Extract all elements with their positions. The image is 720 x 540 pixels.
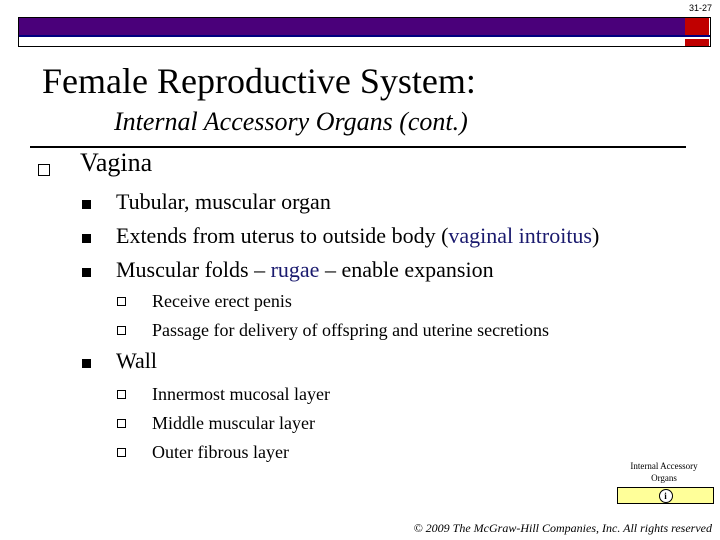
term-vaginal-introitus: vaginal introitus xyxy=(448,223,592,248)
info-icon: i xyxy=(659,489,673,503)
nav-label xyxy=(620,461,708,484)
list-item-extends xyxy=(116,223,599,249)
nav-internal-organs-button[interactable] xyxy=(617,487,714,504)
header-bar-red-block xyxy=(685,39,709,46)
bullet-hollow-square-icon xyxy=(38,164,50,176)
sub-item-receive: Receive erect penis xyxy=(152,291,292,311)
slide-number: 31-27 xyxy=(688,3,712,13)
sub-item-passage: Passage for delivery of offspring and uterine secretions xyxy=(152,320,550,340)
sub-item-mucosal: Innermost mucosal layer xyxy=(152,384,330,404)
list-item-extends-text: Extends from uterus to outside body ( xyxy=(116,223,449,248)
bullet-hollow-square-icon xyxy=(117,326,126,335)
header-bar-red-tab xyxy=(685,18,709,35)
header-decor-bar xyxy=(18,17,711,47)
bullet-hollow-square-icon xyxy=(117,448,126,457)
list-item-folds xyxy=(116,257,494,283)
list-item-extends-close: ) xyxy=(592,223,600,248)
main-item-vagina: Vagina xyxy=(80,148,153,177)
bullet-square-icon xyxy=(82,268,91,277)
header-bar-line xyxy=(19,35,710,37)
bullet-hollow-square-icon xyxy=(117,390,126,399)
list-item-folds-tail: – enable expansion xyxy=(319,257,494,282)
nav-label-line1: Internal Accessory xyxy=(630,461,698,471)
bullet-square-icon xyxy=(82,359,91,368)
list-item-wall: Wall xyxy=(116,348,157,373)
bullet-hollow-square-icon xyxy=(117,419,126,428)
bullet-hollow-square-icon xyxy=(117,297,126,306)
term-rugae: rugae xyxy=(270,257,320,282)
sub-item-muscular: Middle muscular layer xyxy=(152,413,315,433)
sub-item-fibrous: Outer fibrous layer xyxy=(152,442,289,462)
slide-title: Female Reproductive System: xyxy=(42,61,476,101)
nav-label-line2: Organs xyxy=(651,472,677,483)
copyright-text: © 2009 The McGraw-Hill Companies, Inc. All rights reserved xyxy=(413,521,712,535)
bullet-square-icon xyxy=(82,234,91,243)
slide-subtitle: Internal Accessory Organs (cont.) xyxy=(114,107,468,136)
bullet-square-icon xyxy=(82,200,91,209)
list-item-folds-text: Muscular folds – xyxy=(116,257,271,282)
list-item-tubular: Tubular, muscular organ xyxy=(116,189,331,214)
header-bar-purple xyxy=(19,18,685,35)
